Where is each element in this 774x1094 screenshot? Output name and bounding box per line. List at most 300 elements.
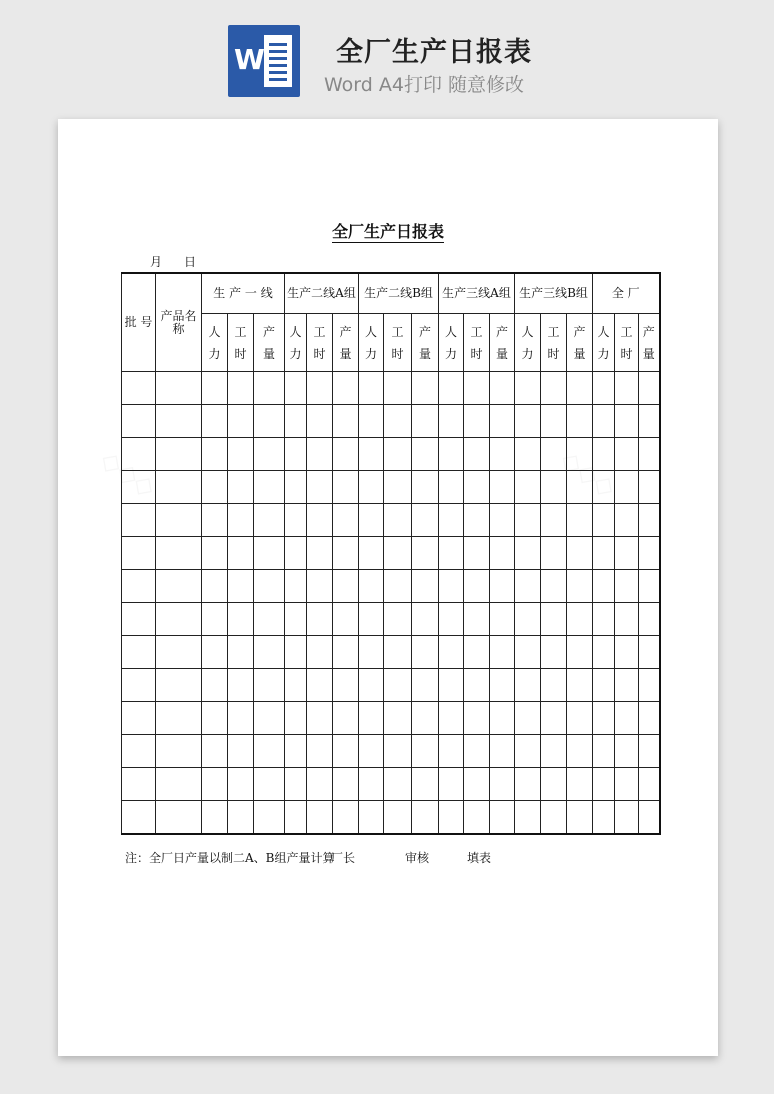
table-cell[interactable] (384, 636, 412, 669)
table-cell[interactable] (228, 801, 254, 835)
table-cell[interactable] (254, 504, 285, 537)
table-cell[interactable] (333, 372, 359, 405)
table-cell[interactable] (228, 504, 254, 537)
table-cell[interactable] (490, 636, 515, 669)
table-cell[interactable] (439, 735, 464, 768)
table-cell[interactable] (202, 570, 228, 603)
table-cell[interactable] (202, 669, 228, 702)
table-cell[interactable] (464, 537, 490, 570)
table-cell[interactable] (541, 768, 567, 801)
table-row (122, 735, 660, 768)
table-cell[interactable] (515, 471, 541, 504)
header-banner (0, 0, 774, 112)
table-cell[interactable] (122, 768, 156, 801)
table-cell[interactable] (412, 372, 439, 405)
table-cell[interactable] (122, 801, 156, 835)
table-cell[interactable] (615, 570, 639, 603)
table-cell[interactable] (333, 735, 359, 768)
table-cell[interactable] (439, 372, 464, 405)
table-cell[interactable] (439, 570, 464, 603)
table-cell[interactable] (122, 735, 156, 768)
table-cell[interactable] (254, 603, 285, 636)
table-cell[interactable] (359, 405, 384, 438)
table-cell[interactable] (639, 438, 660, 471)
table-cell[interactable] (412, 768, 439, 801)
table-cell[interactable] (122, 603, 156, 636)
table-cell[interactable] (490, 504, 515, 537)
table-cell[interactable] (254, 438, 285, 471)
table-cell[interactable] (122, 438, 156, 471)
table-cell[interactable] (615, 735, 639, 768)
table-cell[interactable] (464, 801, 490, 835)
subheader-label: 工时 (313, 324, 326, 361)
table-cell[interactable] (464, 735, 490, 768)
table-cell[interactable] (541, 669, 567, 702)
table-cell[interactable] (639, 801, 660, 835)
table-cell[interactable] (567, 405, 593, 438)
table-cell[interactable] (567, 636, 593, 669)
table-cell[interactable] (490, 768, 515, 801)
table-cell[interactable] (412, 504, 439, 537)
table-cell[interactable] (285, 372, 307, 405)
table-cell[interactable] (515, 669, 541, 702)
table-cell[interactable] (359, 570, 384, 603)
table-cell[interactable] (490, 405, 515, 438)
table-cell[interactable] (307, 372, 333, 405)
table-cell[interactable] (254, 702, 285, 735)
table-cell[interactable] (333, 603, 359, 636)
table-cell[interactable] (122, 504, 156, 537)
table-cell[interactable] (464, 405, 490, 438)
table-cell[interactable] (639, 471, 660, 504)
table-cell[interactable] (515, 570, 541, 603)
table-cell[interactable] (307, 768, 333, 801)
table-cell[interactable] (639, 735, 660, 768)
table-cell[interactable] (593, 405, 615, 438)
table-cell[interactable] (228, 735, 254, 768)
table-cell[interactable] (156, 570, 202, 603)
table-cell[interactable] (359, 636, 384, 669)
table-cell[interactable] (639, 636, 660, 669)
table-cell[interactable] (384, 801, 412, 835)
table-cell[interactable] (515, 801, 541, 835)
table-cell[interactable] (384, 438, 412, 471)
table-cell[interactable] (254, 372, 285, 405)
table-cell[interactable] (384, 768, 412, 801)
table-cell[interactable] (254, 669, 285, 702)
table-cell[interactable] (333, 669, 359, 702)
table-cell[interactable] (228, 438, 254, 471)
table-cell[interactable] (515, 438, 541, 471)
table-cell[interactable] (615, 537, 639, 570)
table-cell[interactable] (285, 537, 307, 570)
table-cell[interactable] (490, 471, 515, 504)
table-cell[interactable] (202, 603, 228, 636)
table-cell[interactable] (122, 372, 156, 405)
subheader-label: 工时 (470, 324, 483, 361)
table-cell[interactable] (384, 405, 412, 438)
table-cell[interactable] (439, 702, 464, 735)
table-cell[interactable] (307, 438, 333, 471)
table-cell[interactable] (122, 405, 156, 438)
table-cell[interactable] (254, 768, 285, 801)
table-cell[interactable] (156, 801, 202, 835)
table-cell[interactable] (359, 372, 384, 405)
header-product: 产品名称 (156, 273, 202, 372)
table-cell[interactable] (384, 603, 412, 636)
table-cell[interactable] (490, 735, 515, 768)
table-cell[interactable] (202, 537, 228, 570)
table-cell[interactable] (615, 405, 639, 438)
table-cell[interactable] (593, 603, 615, 636)
table-cell[interactable] (439, 669, 464, 702)
table-cell[interactable] (439, 801, 464, 835)
table-cell[interactable] (156, 603, 202, 636)
table-cell[interactable] (567, 801, 593, 835)
table-cell[interactable] (639, 570, 660, 603)
table-cell[interactable] (228, 669, 254, 702)
table-cell[interactable] (464, 636, 490, 669)
table-cell[interactable] (333, 405, 359, 438)
table-cell[interactable] (384, 372, 412, 405)
table-cell[interactable] (464, 471, 490, 504)
table-row (122, 702, 660, 735)
table-cell[interactable] (285, 603, 307, 636)
table-cell[interactable] (202, 438, 228, 471)
table-cell[interactable] (515, 372, 541, 405)
table-cell[interactable] (464, 438, 490, 471)
banner-subtitle: Word A4打印 随意修改 (324, 74, 525, 96)
table-cell[interactable] (639, 603, 660, 636)
table-cell[interactable] (285, 570, 307, 603)
table-cell[interactable] (615, 471, 639, 504)
table-cell[interactable] (359, 438, 384, 471)
table-cell[interactable] (228, 372, 254, 405)
table-cell[interactable] (228, 471, 254, 504)
table-cell[interactable] (615, 603, 639, 636)
table-cell[interactable] (515, 405, 541, 438)
table-cell[interactable] (593, 438, 615, 471)
table-cell[interactable] (439, 768, 464, 801)
table-cell[interactable] (615, 372, 639, 405)
table-cell[interactable] (156, 537, 202, 570)
table-cell[interactable] (439, 636, 464, 669)
table-cell[interactable] (593, 537, 615, 570)
table-cell[interactable] (307, 702, 333, 735)
table-cell[interactable] (307, 801, 333, 835)
table-cell[interactable] (384, 570, 412, 603)
table-cell[interactable] (202, 504, 228, 537)
table-cell[interactable] (202, 636, 228, 669)
table-cell[interactable] (464, 702, 490, 735)
table-cell[interactable] (515, 504, 541, 537)
table-cell[interactable] (567, 570, 593, 603)
table-cell[interactable] (156, 768, 202, 801)
table-cell[interactable] (156, 735, 202, 768)
table-cell[interactable] (541, 471, 567, 504)
table-cell[interactable] (541, 405, 567, 438)
table-cell[interactable] (156, 504, 202, 537)
table-cell[interactable] (384, 471, 412, 504)
table-cell[interactable] (254, 471, 285, 504)
table-cell[interactable] (615, 702, 639, 735)
table-cell[interactable] (593, 801, 615, 835)
table-cell[interactable] (285, 405, 307, 438)
subheader-cell (254, 314, 285, 372)
table-cell[interactable] (515, 636, 541, 669)
table-cell[interactable] (122, 636, 156, 669)
table-cell[interactable] (490, 702, 515, 735)
table-cell[interactable] (541, 636, 567, 669)
table-cell[interactable] (412, 471, 439, 504)
table-cell[interactable] (359, 537, 384, 570)
table-cell[interactable] (412, 537, 439, 570)
subheader-cell (515, 314, 541, 372)
table-cell[interactable] (359, 471, 384, 504)
subheader-cell (615, 314, 639, 372)
table-cell[interactable] (307, 636, 333, 669)
table-cell[interactable] (359, 768, 384, 801)
table-cell[interactable] (490, 669, 515, 702)
table-cell[interactable] (439, 603, 464, 636)
table-cell[interactable] (541, 504, 567, 537)
table-cell[interactable] (567, 603, 593, 636)
table-cell[interactable] (156, 372, 202, 405)
table-cell[interactable] (285, 636, 307, 669)
table-cell[interactable] (156, 438, 202, 471)
table-cell[interactable] (464, 603, 490, 636)
table-cell[interactable] (439, 438, 464, 471)
table-cell[interactable] (333, 801, 359, 835)
table-cell[interactable] (439, 405, 464, 438)
table-cell[interactable] (307, 471, 333, 504)
table-cell[interactable] (228, 768, 254, 801)
table-cell[interactable] (412, 669, 439, 702)
table-cell[interactable] (307, 504, 333, 537)
table-cell[interactable] (541, 372, 567, 405)
table-cell[interactable] (439, 537, 464, 570)
table-cell[interactable] (202, 471, 228, 504)
table-cell[interactable] (333, 471, 359, 504)
table-cell[interactable] (285, 702, 307, 735)
group-header: 生产三线A组 (439, 273, 515, 314)
table-cell[interactable] (202, 735, 228, 768)
table-cell[interactable] (615, 636, 639, 669)
table-cell[interactable] (567, 768, 593, 801)
table-cell[interactable] (285, 801, 307, 835)
footnote: 注：全厂日产量以制二A、B组产量计算 (125, 851, 335, 865)
subheader-label: 产量 (339, 324, 352, 361)
table-cell[interactable] (254, 537, 285, 570)
table-cell[interactable] (122, 702, 156, 735)
table-cell[interactable] (285, 504, 307, 537)
table-cell[interactable] (567, 702, 593, 735)
table-cell[interactable] (307, 570, 333, 603)
table-cell[interactable] (122, 471, 156, 504)
table-cell[interactable] (412, 603, 439, 636)
table-cell[interactable] (593, 570, 615, 603)
table-cell[interactable] (464, 768, 490, 801)
table-cell[interactable] (254, 735, 285, 768)
table-cell[interactable] (490, 603, 515, 636)
table-cell[interactable] (202, 801, 228, 835)
subheader-label: 产量 (573, 324, 586, 361)
table-cell[interactable] (593, 702, 615, 735)
table-cell[interactable] (412, 636, 439, 669)
table-cell[interactable] (333, 504, 359, 537)
table-cell[interactable] (593, 372, 615, 405)
table-cell[interactable] (254, 636, 285, 669)
table-cell[interactable] (307, 405, 333, 438)
table-cell[interactable] (567, 504, 593, 537)
table-cell[interactable] (202, 702, 228, 735)
table-cell[interactable] (464, 504, 490, 537)
table-cell[interactable] (122, 570, 156, 603)
table-cell[interactable] (593, 471, 615, 504)
table-cell[interactable] (541, 537, 567, 570)
table-cell[interactable] (156, 669, 202, 702)
table-cell[interactable] (307, 537, 333, 570)
table-cell[interactable] (202, 405, 228, 438)
subheader-label: 产量 (418, 324, 431, 361)
table-cell[interactable] (285, 669, 307, 702)
table-cell[interactable] (639, 372, 660, 405)
table-cell[interactable] (490, 537, 515, 570)
table-cell[interactable] (228, 603, 254, 636)
table-cell[interactable] (464, 570, 490, 603)
table-cell[interactable] (122, 537, 156, 570)
table-cell[interactable] (254, 570, 285, 603)
table-cell[interactable] (593, 735, 615, 768)
table-cell[interactable] (254, 801, 285, 835)
table-cell[interactable] (333, 768, 359, 801)
table-cell[interactable] (567, 669, 593, 702)
table-cell[interactable] (541, 735, 567, 768)
table-cell[interactable] (384, 537, 412, 570)
table-cell[interactable] (307, 669, 333, 702)
table-cell[interactable] (541, 570, 567, 603)
subheader-cell (567, 314, 593, 372)
table-cell[interactable] (567, 372, 593, 405)
table-cell[interactable] (412, 702, 439, 735)
table-cell[interactable] (156, 405, 202, 438)
table-cell[interactable] (412, 735, 439, 768)
table-cell[interactable] (228, 702, 254, 735)
table-cell[interactable] (384, 735, 412, 768)
table-cell[interactable] (639, 504, 660, 537)
table-cell[interactable] (202, 768, 228, 801)
table-cell[interactable] (333, 702, 359, 735)
table-cell[interactable] (384, 702, 412, 735)
table-cell[interactable] (593, 504, 615, 537)
table-cell[interactable] (412, 405, 439, 438)
table-cell[interactable] (490, 801, 515, 835)
table-cell[interactable] (515, 603, 541, 636)
table-cell[interactable] (228, 636, 254, 669)
table-cell[interactable] (359, 735, 384, 768)
table-cell[interactable] (615, 768, 639, 801)
table-cell[interactable] (228, 537, 254, 570)
table-cell[interactable] (593, 669, 615, 702)
table-cell[interactable] (639, 702, 660, 735)
table-cell[interactable] (490, 372, 515, 405)
table-cell[interactable] (333, 570, 359, 603)
table-cell[interactable] (285, 438, 307, 471)
table-row (122, 801, 660, 835)
table-cell[interactable] (202, 372, 228, 405)
table-cell[interactable] (412, 570, 439, 603)
table-cell[interactable] (156, 471, 202, 504)
table-cell[interactable] (333, 636, 359, 669)
table-cell[interactable] (384, 504, 412, 537)
header-batch: 批 号 (122, 273, 156, 372)
table-cell[interactable] (359, 801, 384, 835)
table-cell[interactable] (515, 702, 541, 735)
table-cell[interactable] (359, 702, 384, 735)
table-cell[interactable] (615, 669, 639, 702)
table-cell[interactable] (639, 405, 660, 438)
table-cell[interactable] (464, 669, 490, 702)
table-cell[interactable] (412, 438, 439, 471)
table-cell[interactable] (515, 537, 541, 570)
table-cell[interactable] (593, 768, 615, 801)
table-cell[interactable] (307, 735, 333, 768)
table-cell[interactable] (567, 471, 593, 504)
table-cell[interactable] (122, 669, 156, 702)
table-cell[interactable] (359, 504, 384, 537)
table-cell[interactable] (567, 537, 593, 570)
table-cell[interactable] (515, 768, 541, 801)
table-cell[interactable] (156, 636, 202, 669)
table-cell[interactable] (541, 801, 567, 835)
table-cell[interactable] (515, 735, 541, 768)
table-cell[interactable] (307, 603, 333, 636)
table-cell[interactable] (490, 438, 515, 471)
table-cell[interactable] (359, 669, 384, 702)
table-cell[interactable] (439, 471, 464, 504)
table-cell[interactable] (639, 669, 660, 702)
table-cell[interactable] (593, 636, 615, 669)
table-cell[interactable] (541, 438, 567, 471)
table-cell[interactable] (490, 570, 515, 603)
table-cell[interactable] (228, 405, 254, 438)
table-cell[interactable] (567, 438, 593, 471)
table-cell[interactable] (615, 504, 639, 537)
table-cell[interactable] (384, 669, 412, 702)
table-cell[interactable] (228, 570, 254, 603)
signature-director: 厂长 (331, 851, 356, 865)
table-cell[interactable] (615, 801, 639, 835)
table-cell[interactable] (156, 702, 202, 735)
table-cell[interactable] (285, 768, 307, 801)
table-cell[interactable] (254, 405, 285, 438)
table-cell[interactable] (285, 471, 307, 504)
table-cell[interactable] (541, 603, 567, 636)
table-cell[interactable] (333, 537, 359, 570)
group-header: 生 产 一 线 (202, 273, 285, 314)
table-cell[interactable] (412, 801, 439, 835)
table-cell[interactable] (567, 735, 593, 768)
table-cell[interactable] (639, 768, 660, 801)
table-cell[interactable] (639, 537, 660, 570)
table-cell[interactable] (333, 438, 359, 471)
table-cell[interactable] (615, 438, 639, 471)
table-cell[interactable] (439, 504, 464, 537)
table-cell[interactable] (541, 702, 567, 735)
table-cell[interactable] (464, 372, 490, 405)
table-cell[interactable] (285, 735, 307, 768)
table-cell[interactable] (359, 603, 384, 636)
